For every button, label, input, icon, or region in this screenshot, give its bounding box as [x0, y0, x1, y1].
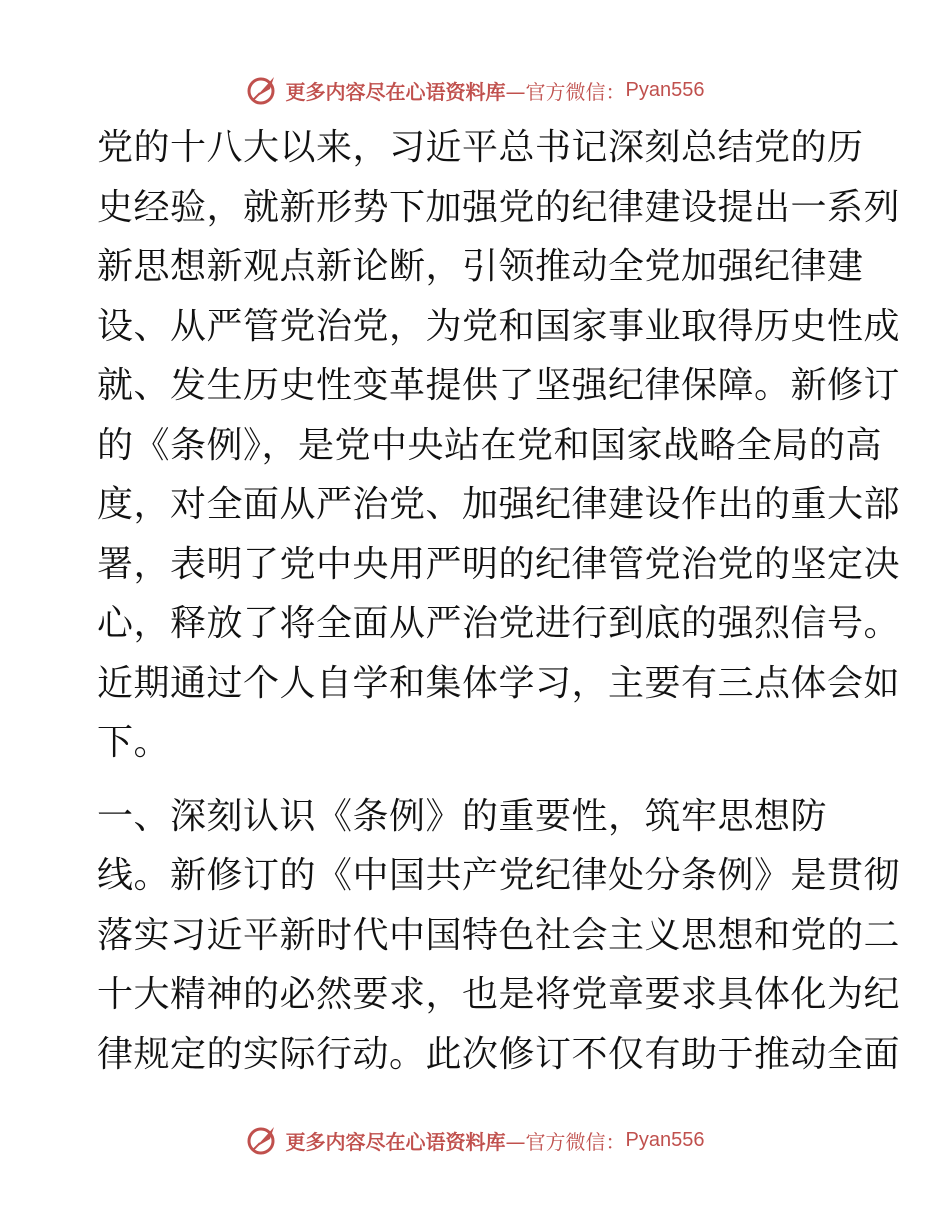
header-watermark-banner [0, 70, 950, 110]
paragraph-gap [97, 773, 857, 787]
footer-watermark-banner [0, 1120, 950, 1160]
text-line: 设、从严管党治党，为党和国家事业取得历史性成 [97, 305, 901, 347]
paragraph-intro [97, 118, 901, 773]
watermark-text: 更多内容尽在心语资料库 [285, 1129, 506, 1154]
document-body [97, 118, 901, 1084]
watermark-wechat-id: Pyan556 [625, 1128, 705, 1151]
text-line: 近期通过个人自学和集体学习，主要有三点体会如 [97, 662, 901, 704]
watermark-separator: —官方微信： [505, 79, 626, 104]
text-line: 的《条例》，是党中央站在党和国家战略全局的高 [97, 424, 883, 466]
text-line: 落实习近平新时代中国特色社会主义思想和党的二 [97, 914, 901, 956]
watermark-wechat-id: Pyan556 [625, 78, 705, 101]
text-line: 党的十八大以来，习近平总书记深刻总结党的历 [97, 127, 864, 168]
text-line: 心，释放了将全面从严治党进行到底的强烈信号。 [97, 603, 901, 644]
feather-pen-logo-icon [246, 73, 280, 107]
text-line: 下。 [97, 722, 171, 763]
text-line: 署，表明了党中央用严明的纪律管党治党的坚定决 [97, 543, 901, 585]
feather-pen-logo-icon [246, 1123, 280, 1157]
text-line: 史经验，就新形势下加强党的纪律建设提出一系列 [97, 186, 901, 228]
text-line: 就、发生历史性变革提供了坚强纪律保障。新修订 [97, 365, 901, 406]
watermark-separator: —官方微信： [505, 1129, 626, 1154]
text-line: 度，对全面从严治党、加强纪律建设作出的重大部 [97, 484, 901, 525]
text-line: 一、深刻认识《条例》的重要性，筑牢思想防 [97, 795, 828, 837]
text-line: 线。新修订的《中国共产党纪律处分条例》是贯彻 [97, 855, 901, 896]
text-line: 十大精神的必然要求，也是将党章要求具体化为纪 [97, 974, 901, 1015]
text-line: 新思想新观点新论断，引领推动全党加强纪律建 [97, 246, 864, 287]
paragraph-section-one [97, 787, 901, 1085]
watermark-text: 更多内容尽在心语资料库 [285, 79, 506, 104]
text-line: 律规定的实际行动。此次修订不仅有助于推动全面 [97, 1033, 901, 1075]
